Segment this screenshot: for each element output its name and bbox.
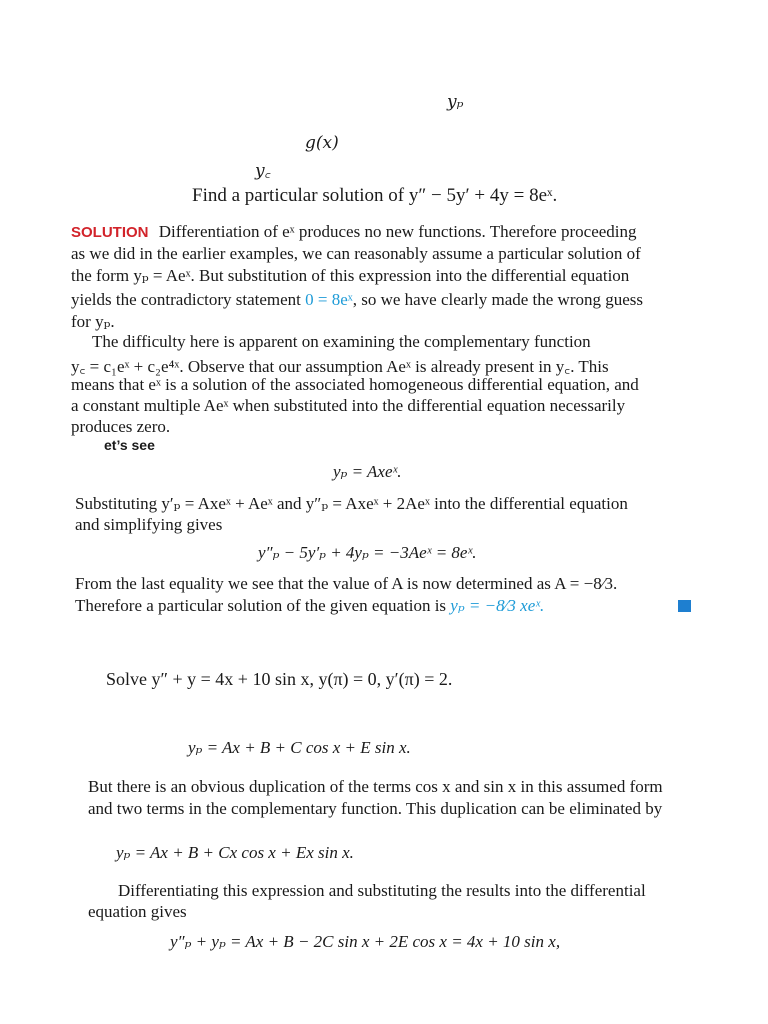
solution-line-4-pre: yields the contradictory statement (71, 290, 306, 309)
label-yp: yₚ (447, 92, 464, 112)
differentiating-line-2: equation gives (88, 902, 187, 921)
para2-line-4: a constant multiple Aeˣ when substituted into the differential equation necessarily (71, 396, 626, 415)
contradiction-equation: 0 = 8eˣ (305, 290, 353, 309)
para2-line-2: y꜀ = c₁eˣ + c₂e⁴ˣ. Observe that our assumption Aeˣ is already present in y꜀. This (71, 357, 609, 376)
differentiating-line-1: Differentiating this expression and substituting the results into the differential (118, 881, 646, 900)
end-of-example-mark (678, 600, 691, 612)
conclusion-line-1: From the last equality we see that the value of A is now determined as A = −8⁄3. (75, 574, 618, 593)
example2-problem: Solve y″ + y = 4x + 10 sin x, y(π) = 0, y′(π) = 2. (106, 669, 453, 689)
para2-line-1: The difficulty here is apparent on examining the complementary function (92, 332, 591, 351)
equation-yp-axex: yₚ = Axeˣ. (333, 462, 402, 481)
duplication-line-1: But there is an obvious duplication of the terms cos x and sin x in this assumed form (88, 777, 663, 796)
solution-line-1 (71, 222, 637, 242)
handwritten-note: et’s see (104, 437, 155, 453)
substitution-line-2: and simplifying gives (75, 515, 223, 534)
example1-title: Find a particular solution of y″ − 5y′ + 4y = 8eˣ. (192, 185, 558, 206)
substitution-line-1: Substituting y′ₚ = Axeˣ + Aeˣ and y″ₚ = Axeˣ + 2Aeˣ into the differential equation (75, 494, 628, 513)
equation-simplified: y″ₚ − 5y′ₚ + 4yₚ = −3Aeˣ = 8eˣ. (258, 543, 477, 562)
label-yc: y꜀ (255, 161, 271, 181)
particular-solution: yₚ = −8⁄3 xeˣ. (450, 596, 545, 615)
solution-line-4-post: , so we have clearly made the wrong guess (352, 290, 644, 309)
solution-text-1: Differentiation of eˣ produces no new functions. Therefore proceeding (158, 222, 637, 241)
example2-equation-3: y″ₚ + yₚ = Ax + B − 2C sin x + 2E cos x = 4x + 10 sin x, (170, 932, 561, 951)
solution-line-5: for yₚ. (71, 312, 115, 331)
duplication-line-2: and two terms in the complementary function. This duplication can be eliminated by (88, 799, 663, 818)
para2-line-3: means that eˣ is a solution of the associated homogeneous differential equation, and (71, 375, 639, 394)
para2-line-5: produces zero. (71, 417, 171, 436)
example2-equation-1: yₚ = Ax + B + C cos x + E sin x. (188, 738, 411, 757)
solution-keyword: SOLUTION (71, 224, 149, 241)
example2-equation-2: yₚ = Ax + B + Cx cos x + Ex sin x. (116, 843, 354, 862)
solution-line-2: as we did in the earlier examples, we can reasonably assume a particular solution of (71, 244, 641, 263)
conclusion-line-2 (75, 596, 544, 616)
solution-line-4 (71, 290, 643, 310)
solution-line-3: the form yₚ = Aeˣ. But substitution of this expression into the differential equation (71, 266, 630, 285)
label-gx: g(x) (305, 133, 339, 153)
conclusion-line-2-pre: Therefore a particular solution of the given equation is (75, 596, 451, 615)
